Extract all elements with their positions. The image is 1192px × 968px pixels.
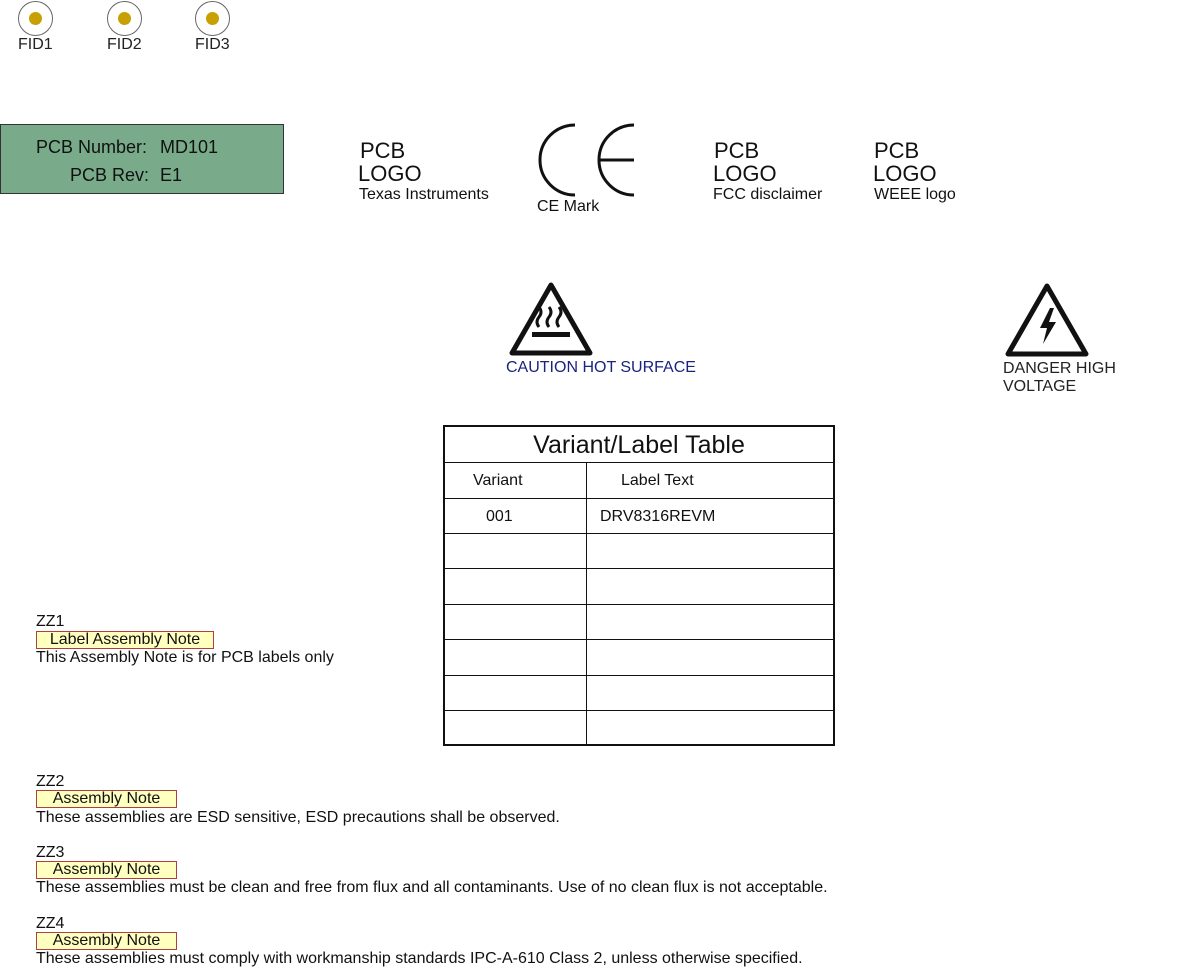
note-id-zz3: ZZ3 — [36, 844, 65, 861]
hot-surface-warning-icon — [508, 281, 594, 356]
table-row — [445, 640, 833, 676]
logo-fcc-line2: LOGO — [713, 161, 777, 186]
table-row — [445, 605, 833, 640]
high-voltage-caption: DANGER HIGH VOLTAGE — [1003, 360, 1116, 395]
fiducial-fid1 — [18, 1, 53, 36]
fiducial-dot — [29, 12, 42, 25]
table-column-divider — [586, 463, 587, 746]
note-text-zz1: This Assembly Note is for PCB labels only — [36, 649, 334, 666]
logo-fcc-line1: PCB — [714, 138, 760, 163]
variant-cell: 001 — [486, 508, 513, 525]
fiducial-label: FID2 — [107, 36, 142, 53]
logo-fcc-caption: FCC disclaimer — [713, 186, 823, 203]
header-label-text: Label Text — [621, 472, 694, 489]
table-row — [445, 534, 833, 569]
fiducial-label: FID1 — [18, 36, 53, 53]
variant-label-table — [443, 425, 835, 746]
variant-table-title: Variant/Label Table — [445, 427, 833, 463]
table-row — [445, 711, 833, 746]
logo-weee-caption: WEEE logo — [874, 186, 956, 203]
note-tag-zz3: Assembly Note — [36, 861, 177, 879]
pcb-number-value: MD101 — [160, 137, 219, 157]
table-header-row — [445, 463, 833, 499]
logo-ti-line2: LOGO — [358, 161, 422, 186]
note-text-zz4: These assemblies must comply with workmanship standards IPC-A-610 Class 2, unless otherwise specified. — [36, 950, 803, 967]
fiducial-fid2 — [107, 1, 142, 36]
logo-ti-caption: Texas Instruments — [359, 186, 489, 203]
header-variant: Variant — [473, 472, 523, 489]
label-text-cell: DRV8316REVM — [600, 508, 716, 525]
note-text-zz3: These assemblies must be clean and free from flux and all contaminants. Use of no clean flux is not acceptable. — [36, 879, 828, 896]
note-id-zz1: ZZ1 — [36, 613, 65, 630]
pcb-number-label: PCB Number: — [36, 137, 148, 157]
logo-weee-line2: LOGO — [873, 161, 937, 186]
logo-weee-line1: PCB — [874, 138, 920, 163]
fiducial-label: FID3 — [195, 36, 230, 53]
note-text-zz2: These assemblies are ESD sensitive, ESD precautions shall be observed. — [36, 809, 560, 826]
fiducial-fid3 — [195, 1, 230, 36]
pcb-rev-value: E1 — [160, 165, 183, 185]
table-row — [445, 499, 833, 534]
table-row — [445, 569, 833, 605]
fiducial-dot — [206, 12, 219, 25]
high-voltage-warning-icon — [1004, 282, 1090, 358]
note-id-zz2: ZZ2 — [36, 773, 65, 790]
ce-mark-caption: CE Mark — [537, 198, 600, 215]
table-row — [445, 676, 833, 711]
note-id-zz4: ZZ4 — [36, 915, 65, 932]
pcb-info-box — [0, 124, 284, 194]
fiducial-dot — [118, 12, 131, 25]
note-tag-zz4: Assembly Note — [36, 932, 177, 950]
note-tag-zz1: Label Assembly Note — [36, 631, 214, 649]
note-tag-zz2: Assembly Note — [36, 790, 177, 808]
logo-ti-line1: PCB — [360, 138, 406, 163]
hot-surface-caption: CAUTION HOT SURFACE — [506, 359, 696, 376]
ce-mark-icon — [530, 120, 642, 200]
pcb-rev-label: PCB Rev: — [70, 165, 150, 185]
